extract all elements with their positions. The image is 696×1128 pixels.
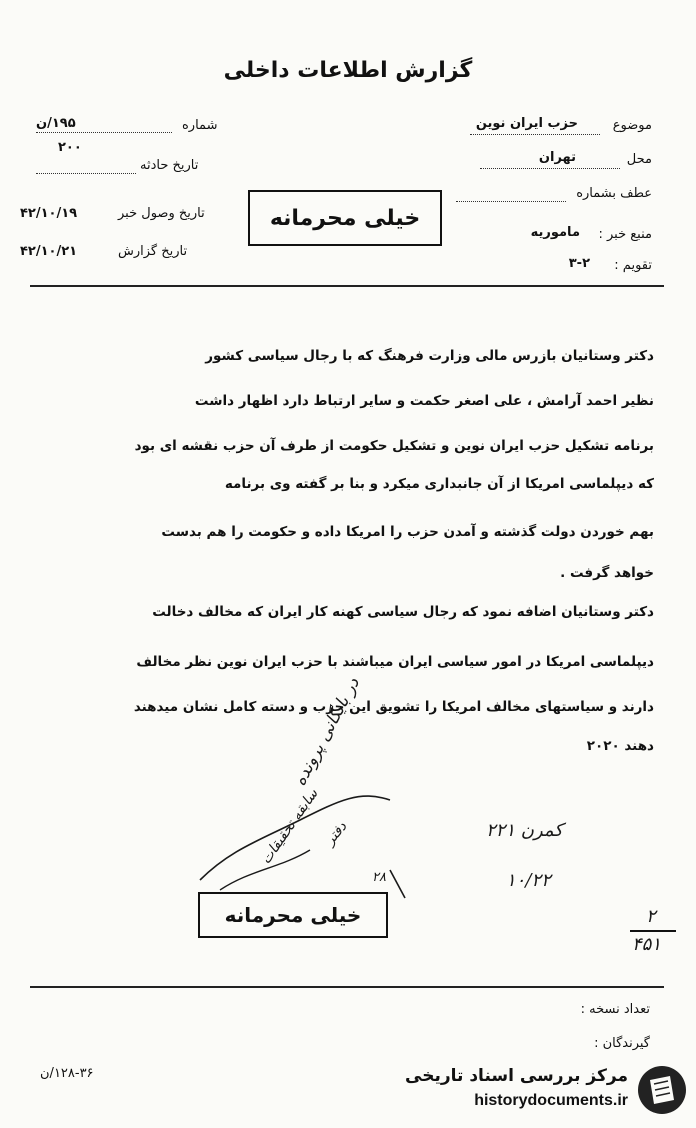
- subject-dots: [470, 133, 600, 135]
- bottom-classification-stamp: خیلی محرمانه: [198, 892, 388, 938]
- number-label: شماره: [182, 118, 218, 133]
- form-code: ۱۲۸-۳۶/ن: [40, 1066, 94, 1081]
- incident-date-label: تاریخ حادثه: [140, 158, 199, 173]
- fraction-bar: [630, 930, 676, 932]
- body-line-3: برنامه تشکیل حزب ایران نوین و تشکیل حکومت از طرف آن حزب نقشه ای بود: [134, 438, 654, 454]
- handwritten-note-2: سابقه تحقیقات: [258, 786, 322, 868]
- receipt-date-label: تاریخ وصول خبر: [118, 206, 205, 221]
- handwritten-scribble: [190, 780, 430, 900]
- place-dots: [480, 167, 620, 169]
- watermark-url: historydocuments.ir: [474, 1092, 628, 1109]
- source-label: منبع خبر :: [598, 227, 652, 242]
- handwritten-code-2: ۱۰/۲۲: [506, 870, 551, 891]
- document-archive-icon: [636, 1064, 688, 1116]
- source-value: ماموریه: [530, 225, 580, 240]
- body-line-1: دکتر وستانیان بازرس مالی وزارت فرهنگ که با رجال سیاسی کشور: [205, 348, 654, 364]
- handwritten-note-1: در بایگانی پرونده: [290, 674, 364, 790]
- reference-dots: [456, 200, 566, 202]
- body-line-4: که دیپلماسی امریکا از آن جانبداری میکرد و بنا بر گفته وی برنامه: [224, 476, 654, 492]
- number-dots: [36, 131, 172, 133]
- copies-label: تعداد نسخه :: [580, 1002, 650, 1017]
- body-line-9: دارند و سیاستهای مخالف امریکا را تشویق این حزب و دسته کامل نشان میدهند: [133, 699, 654, 715]
- place-label: محل: [626, 152, 652, 167]
- header-divider: [30, 285, 664, 287]
- watermark-title: مرکز بررسی اسناد تاریخی: [405, 1066, 628, 1086]
- fraction-top: ۲: [646, 906, 656, 927]
- body-line-6: خواهد گرفت .: [560, 565, 654, 581]
- body-line-8: دیپلماسی امریکا در امور سیاسی ایران میباشند با حزب ایران نوین نظر مخالف: [136, 654, 654, 670]
- number-sub: ۲۰۰: [58, 140, 82, 155]
- body-line-7: دکتر وستانیان اضافه نمود که رجال سیاسی کهنه کار ایران که مخالف دخالت: [152, 604, 654, 620]
- body-line-2: نظیر احمد آرامش ، علی اصغر حکمت و سایر ارتباط دارد اظهار داشت: [194, 393, 654, 409]
- report-date-value: ۴۲/۱۰/۲۱: [20, 244, 78, 259]
- subject-value: حزب ایران نوین: [475, 116, 578, 131]
- number-value: ۱۹۵/ن: [36, 116, 76, 131]
- body-line-5: بهم خوردن دولت گذشته و آمدن حزب را امریکا داده و حکومت را هم بدست: [161, 524, 654, 540]
- handwritten-code-1: کمرن ۲۲۱: [486, 820, 563, 841]
- handwritten-small-number: ۲۸: [372, 870, 386, 885]
- subject-label: موضوع: [612, 118, 652, 133]
- body-line-10: دهند ۲۰۲۰: [586, 738, 654, 754]
- incident-date-dots: [36, 172, 136, 174]
- recipients-label: گیرندگان :: [594, 1036, 650, 1051]
- calendar-label: تقویم :: [614, 258, 652, 273]
- report-date-label: تاریخ گزارش: [118, 244, 188, 259]
- fraction-bottom: ۴۵۱: [632, 934, 662, 955]
- reference-label: عطف بشماره: [576, 186, 652, 201]
- document-title: گزارش اطلاعات داخلی: [223, 58, 473, 83]
- calendar-value: ۳-۲: [568, 256, 590, 271]
- place-value: تهران: [538, 150, 576, 165]
- top-classification-stamp: خیلی محرمانه: [248, 190, 442, 246]
- watermark: [405, 1060, 688, 1120]
- handwritten-note-3: دفتر: [322, 818, 351, 849]
- receipt-date-value: ۴۲/۱۰/۱۹: [20, 206, 78, 221]
- footer-divider: [30, 986, 664, 988]
